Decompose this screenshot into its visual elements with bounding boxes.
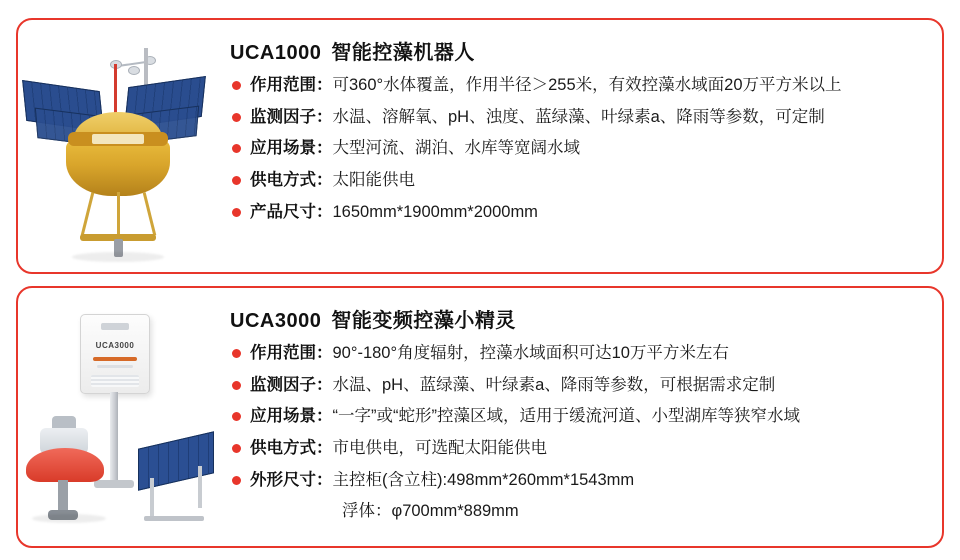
bullet-icon (232, 208, 241, 217)
bullet-icon (232, 176, 241, 185)
spec-value: 可360°水体覆盖，作用半径＞255米，有效控藻水域面20万平方米以上 (332, 76, 842, 94)
bullet-icon (232, 381, 241, 390)
control-cabinet-float-solar-illustration (18, 288, 218, 546)
spec-value: 浮体：φ700mm*889mm (342, 502, 519, 521)
float-stem (58, 480, 68, 514)
spec-value: 水温、溶解氧、pH、浊度、蓝绿藻、叶绿素a、降雨等参数，可定制 (332, 107, 825, 126)
buoy-nameplate (92, 134, 144, 144)
product-card-uca3000 (16, 286, 944, 548)
spec-item (230, 343, 930, 364)
product-model-uca1000: UCA1000 (230, 42, 322, 64)
cabinet-pole (110, 392, 118, 484)
antenna (114, 64, 117, 116)
spec-value: 90°-180°角度辐射，控藻水域面积可达10万平方米左右 (332, 344, 729, 362)
product-title-uca1000 (230, 36, 930, 65)
cabinet-subtext (97, 365, 133, 368)
bullet-icon (232, 444, 241, 453)
spec-value: 1650mm*1900mm*2000mm (332, 202, 538, 221)
spec-value: 水温、pH、蓝绿藻、叶绿素a、降雨等参数，可根据需求定制 (332, 375, 776, 394)
cabinet-model-label: UCA3000 (95, 341, 135, 350)
cabinet-banner (93, 357, 137, 361)
spec-label: 应用场景： (250, 139, 333, 158)
spec-item (230, 170, 930, 191)
bullet-icon (232, 349, 241, 358)
spec-value: “一字”或“蛇形”控藻区域，适用于缓流河道、小型湖库等狭窄水域 (332, 407, 800, 426)
spec-item (230, 107, 930, 128)
spec-value: 大型河流、湖泊、水库等宽阔水域 (332, 139, 580, 158)
spec-value: 主控柜(含立柱):498mm*260mm*1543mm (332, 470, 635, 489)
product-details-uca3000 (218, 288, 942, 546)
cabinet-vent (91, 375, 139, 387)
spec-list-uca1000 (230, 75, 930, 222)
product-name-uca1000: 智能控藻机器人 (331, 42, 475, 64)
spec-value: 市电供电，可选配太阳能供电 (332, 438, 547, 457)
spec-list-uca3000 (230, 343, 930, 522)
spec-label: 外形尺寸： (250, 470, 333, 489)
spec-value: 太阳能供电 (332, 170, 415, 189)
spec-item (230, 202, 930, 223)
product-name-uca3000: 智能变频控藻小精灵 (331, 310, 516, 332)
product-title-uca3000 (230, 304, 930, 333)
buoy-frame (80, 192, 156, 252)
spec-item (230, 375, 930, 396)
product-card-uca1000 (16, 18, 944, 274)
product-image-uca3000 (18, 288, 218, 546)
solar-rack-base (144, 516, 204, 521)
figure-shadow (32, 514, 106, 523)
solar-rack-leg (198, 466, 202, 508)
bullet-icon (232, 412, 241, 421)
spec-label: 监测因子： (250, 375, 333, 394)
buoy-hull (66, 140, 170, 196)
pole-base (94, 480, 134, 488)
spec-item (230, 406, 930, 427)
spec-item-continuation (230, 501, 930, 522)
spec-label: 监测因子： (250, 107, 333, 126)
spec-label: 作用范围： (250, 344, 333, 362)
product-image-uca1000 (18, 20, 218, 272)
spec-item (230, 438, 930, 459)
product-model-uca3000: UCA3000 (230, 310, 322, 332)
buoy-solar-robot-illustration (18, 20, 218, 272)
spec-label: 供电方式： (250, 170, 333, 189)
spec-label: 供电方式： (250, 438, 333, 457)
spec-item (230, 470, 930, 491)
control-cabinet (80, 314, 150, 394)
float-body (26, 448, 104, 482)
spec-label: 作用范围： (250, 76, 333, 94)
brand-logo-icon (101, 323, 129, 330)
spec-label: 应用场景： (250, 407, 333, 426)
bullet-icon (232, 81, 241, 90)
spec-item (230, 138, 930, 159)
product-details-uca1000 (218, 20, 942, 272)
spec-item (230, 75, 930, 96)
bullet-icon (232, 144, 241, 153)
bullet-icon (232, 476, 241, 485)
figure-shadow (72, 252, 164, 262)
spec-label: 产品尺寸： (250, 202, 333, 221)
bullet-icon (232, 113, 241, 122)
solar-rack-leg (150, 478, 154, 520)
